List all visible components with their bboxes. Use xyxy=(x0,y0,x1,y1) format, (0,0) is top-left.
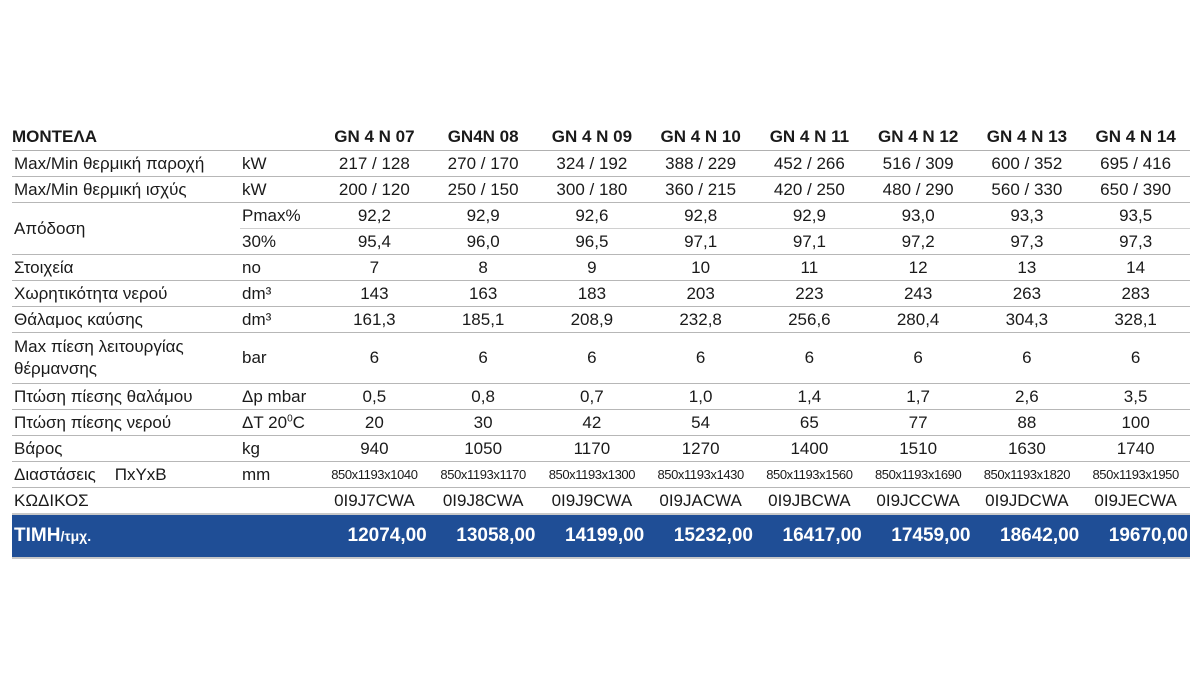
cell: 143 xyxy=(320,281,429,307)
cell: 263 xyxy=(973,281,1082,307)
unit-prefix: ΔT 20 xyxy=(242,412,288,432)
cell: 96,5 xyxy=(538,229,647,255)
row-label: Βάρος xyxy=(12,436,240,462)
model-name: GN 4 N 07 xyxy=(320,124,429,151)
row-max-pressure xyxy=(12,333,1190,384)
price-label: ΤΙΜΗ xyxy=(14,525,61,546)
spec-table xyxy=(12,124,1190,559)
cell: 7 xyxy=(320,255,429,281)
cell: 324 / 192 xyxy=(538,151,647,177)
cell: 200 / 120 xyxy=(320,177,429,203)
cell: 0I9J7CWA xyxy=(320,488,429,515)
row-unit: Pmax% xyxy=(240,203,320,229)
cell: 9 xyxy=(538,255,647,281)
row-unit: kW xyxy=(240,177,320,203)
price-cell: 14199,00 xyxy=(538,514,647,558)
cell: 92,8 xyxy=(646,203,755,229)
model-name: GN 4 N 09 xyxy=(538,124,647,151)
row-thermal-power xyxy=(12,177,1190,203)
cell: 1270 xyxy=(646,436,755,462)
cell: 97,2 xyxy=(864,229,973,255)
cell: 850x1193x1560 xyxy=(755,462,864,488)
cell: 6 xyxy=(429,333,538,384)
cell: 217 / 128 xyxy=(320,151,429,177)
cell: 1740 xyxy=(1081,436,1190,462)
cell: 304,3 xyxy=(973,307,1082,333)
row-unit xyxy=(240,410,320,436)
models-heading: ΜΟΝΤΕΛΑ xyxy=(12,124,320,151)
cell: 1,0 xyxy=(646,384,755,410)
cell: 97,3 xyxy=(1081,229,1190,255)
cell: 223 xyxy=(755,281,864,307)
spec-table-container xyxy=(12,124,1190,559)
row-label: Max/Min θερμική ισχύς xyxy=(12,177,240,203)
cell: 420 / 250 xyxy=(755,177,864,203)
row-code xyxy=(12,488,1190,515)
cell: 360 / 215 xyxy=(646,177,755,203)
cell: 300 / 180 xyxy=(538,177,647,203)
cell: 328,1 xyxy=(1081,307,1190,333)
row-unit: Δp mbar xyxy=(240,384,320,410)
cell: 480 / 290 xyxy=(864,177,973,203)
cell: 0I9JACWA xyxy=(646,488,755,515)
cell: 77 xyxy=(864,410,973,436)
cell: 161,3 xyxy=(320,307,429,333)
cell: 850x1193x1040 xyxy=(320,462,429,488)
model-name: GN 4 N 12 xyxy=(864,124,973,151)
cell: 97,3 xyxy=(973,229,1082,255)
price-cell: 13058,00 xyxy=(429,514,538,558)
cell: 850x1193x1300 xyxy=(538,462,647,488)
cell: 1400 xyxy=(755,436,864,462)
row-water-capacity xyxy=(12,281,1190,307)
cell: 0,8 xyxy=(429,384,538,410)
row-label: Στοιχεία xyxy=(12,255,240,281)
row-label: Πτώση πίεσης νερού xyxy=(12,410,240,436)
cell: 452 / 266 xyxy=(755,151,864,177)
cell: 243 xyxy=(864,281,973,307)
row-unit: kg xyxy=(240,436,320,462)
cell: 185,1 xyxy=(429,307,538,333)
cell: 163 xyxy=(429,281,538,307)
row-unit: bar xyxy=(240,333,320,384)
row-efficiency-pmax xyxy=(12,203,1190,229)
header-row xyxy=(12,124,1190,151)
cell: 0I9JBCWA xyxy=(755,488,864,515)
cell: 2,6 xyxy=(973,384,1082,410)
cell: 183 xyxy=(538,281,647,307)
cell: 20 xyxy=(320,410,429,436)
cell: 6 xyxy=(1081,333,1190,384)
row-label xyxy=(12,514,320,558)
row-dimensions xyxy=(12,462,1190,488)
cell: 92,9 xyxy=(755,203,864,229)
cell: 92,9 xyxy=(429,203,538,229)
cell: 6 xyxy=(538,333,647,384)
cell: 850x1193x1690 xyxy=(864,462,973,488)
cell: 92,6 xyxy=(538,203,647,229)
cell: 6 xyxy=(646,333,755,384)
cell: 560 / 330 xyxy=(973,177,1082,203)
row-label: ΚΩΔΙΚΟΣ xyxy=(12,488,320,515)
cell: 6 xyxy=(755,333,864,384)
unit-suffix: C xyxy=(292,412,305,432)
cell: 8 xyxy=(429,255,538,281)
cell: 93,3 xyxy=(973,203,1082,229)
cell: 1050 xyxy=(429,436,538,462)
cell: 6 xyxy=(320,333,429,384)
cell: 93,0 xyxy=(864,203,973,229)
row-unit: no xyxy=(240,255,320,281)
cell: 100 xyxy=(1081,410,1190,436)
cell: 0,7 xyxy=(538,384,647,410)
cell: 1510 xyxy=(864,436,973,462)
cell: 6 xyxy=(864,333,973,384)
cell: 270 / 170 xyxy=(429,151,538,177)
row-unit: mm xyxy=(240,462,320,488)
cell: 280,4 xyxy=(864,307,973,333)
cell: 850x1193x1950 xyxy=(1081,462,1190,488)
cell: 232,8 xyxy=(646,307,755,333)
price-cell: 18642,00 xyxy=(973,514,1082,558)
cell: 1,4 xyxy=(755,384,864,410)
row-water-pressure-drop xyxy=(12,410,1190,436)
cell: 516 / 309 xyxy=(864,151,973,177)
cell: 3,5 xyxy=(1081,384,1190,410)
row-unit: dm³ xyxy=(240,307,320,333)
model-name: GN 4 N 13 xyxy=(973,124,1082,151)
cell: 850x1193x1820 xyxy=(973,462,1082,488)
row-label: Max/Min θερμική παροχή xyxy=(12,151,240,177)
cell: 30 xyxy=(429,410,538,436)
price-label-suffix: /τμχ. xyxy=(60,528,92,544)
cell: 256,6 xyxy=(755,307,864,333)
price-cell: 12074,00 xyxy=(320,514,429,558)
cell: 88 xyxy=(973,410,1082,436)
cell: 93,5 xyxy=(1081,203,1190,229)
model-name: GN 4 N 14 xyxy=(1081,124,1190,151)
cell: 10 xyxy=(646,255,755,281)
row-elements xyxy=(12,255,1190,281)
cell: 388 / 229 xyxy=(646,151,755,177)
unit-superscript: 0 xyxy=(287,412,293,424)
row-thermal-output xyxy=(12,151,1190,177)
cell: 600 / 352 xyxy=(973,151,1082,177)
cell: 695 / 416 xyxy=(1081,151,1190,177)
row-label: Απόδοση xyxy=(12,203,240,255)
price-cell: 15232,00 xyxy=(646,514,755,558)
model-name: GN 4 N 10 xyxy=(646,124,755,151)
cell: 850x1193x1170 xyxy=(429,462,538,488)
row-label: Πτώση πίεσης θαλάμου xyxy=(12,384,240,410)
row-label: Θάλαμος καύσης xyxy=(12,307,240,333)
cell: 0I9JCCWA xyxy=(864,488,973,515)
cell: 6 xyxy=(973,333,1082,384)
cell: 0I9JECWA xyxy=(1081,488,1190,515)
model-name: GN4N 08 xyxy=(429,124,538,151)
cell: 42 xyxy=(538,410,647,436)
row-unit: kW xyxy=(240,151,320,177)
price-cell: 17459,00 xyxy=(864,514,973,558)
cell: 0I9JDCWA xyxy=(973,488,1082,515)
row-price xyxy=(12,514,1190,558)
price-cell: 16417,00 xyxy=(755,514,864,558)
cell: 650 / 390 xyxy=(1081,177,1190,203)
row-unit: dm³ xyxy=(240,281,320,307)
row-unit: 30% xyxy=(240,229,320,255)
cell: 208,9 xyxy=(538,307,647,333)
cell: 250 / 150 xyxy=(429,177,538,203)
model-name: GN 4 N 11 xyxy=(755,124,864,151)
cell: 97,1 xyxy=(755,229,864,255)
cell: 1170 xyxy=(538,436,647,462)
cell: 0I9J9CWA xyxy=(538,488,647,515)
cell: 12 xyxy=(864,255,973,281)
cell: 96,0 xyxy=(429,229,538,255)
cell: 1,7 xyxy=(864,384,973,410)
cell: 97,1 xyxy=(646,229,755,255)
row-label: Max πίεση λειτουργίας θέρμανσης xyxy=(12,333,240,384)
row-weight xyxy=(12,436,1190,462)
row-label: Χωρητικότητα νερού xyxy=(12,281,240,307)
cell: 65 xyxy=(755,410,864,436)
row-chamber-pressure-drop xyxy=(12,384,1190,410)
cell: 940 xyxy=(320,436,429,462)
cell: 95,4 xyxy=(320,229,429,255)
price-cell: 19670,00 xyxy=(1081,514,1190,558)
cell: 1630 xyxy=(973,436,1082,462)
row-combustion-chamber xyxy=(12,307,1190,333)
cell: 13 xyxy=(973,255,1082,281)
cell: 283 xyxy=(1081,281,1190,307)
cell: 14 xyxy=(1081,255,1190,281)
cell: 92,2 xyxy=(320,203,429,229)
row-label: Διαστάσεις ΠxYxB xyxy=(12,462,240,488)
cell: 203 xyxy=(646,281,755,307)
cell: 11 xyxy=(755,255,864,281)
cell: 850x1193x1430 xyxy=(646,462,755,488)
cell: 54 xyxy=(646,410,755,436)
cell: 0I9J8CWA xyxy=(429,488,538,515)
cell: 0,5 xyxy=(320,384,429,410)
